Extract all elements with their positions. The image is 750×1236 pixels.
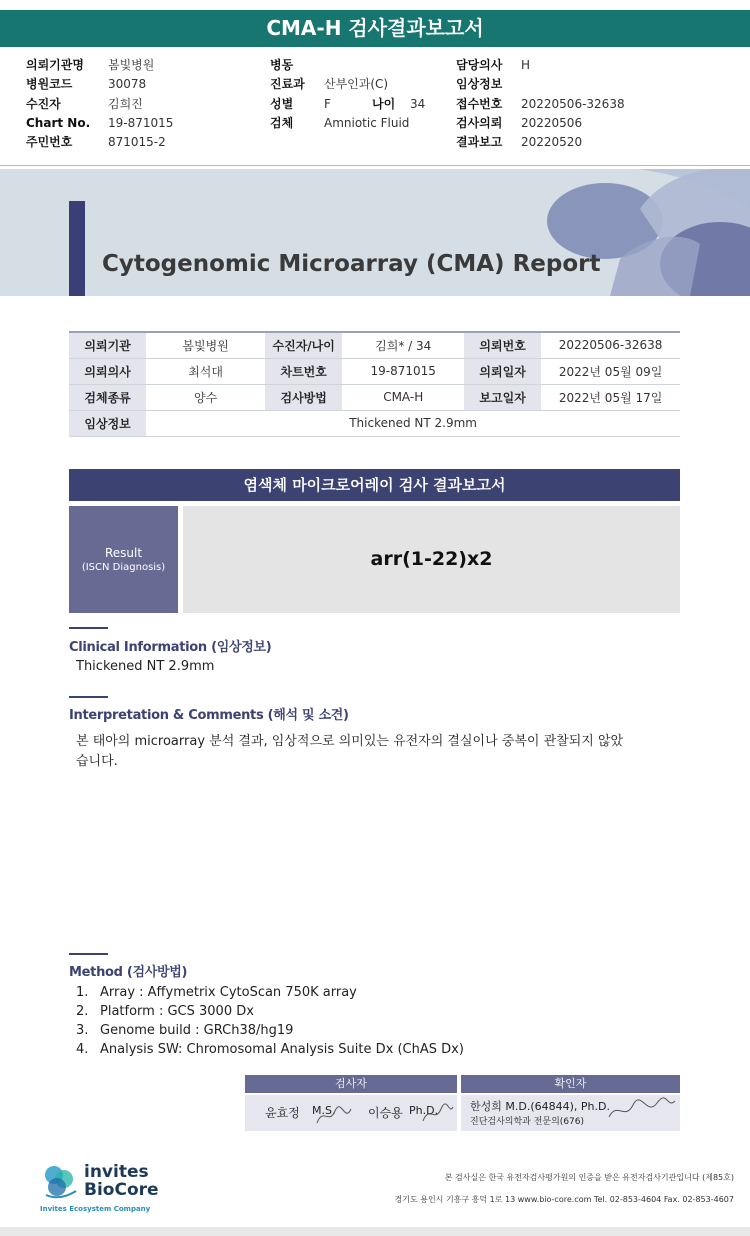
certification-text: 본 검사실은 한국 유전자검사평가원의 인증을 받은 유전자검사기관입니다 (제85호) xyxy=(444,1173,734,1182)
interpretation-text-line-2: 습니다. xyxy=(76,754,118,769)
handwritten-signature xyxy=(461,1095,680,1131)
list-text: Genome build : GRCh38/hg19 xyxy=(100,1023,294,1038)
tester-2-title: Ph.D. xyxy=(409,1104,439,1117)
header-label: 접수번호 xyxy=(456,96,503,111)
header-col-1 xyxy=(26,56,173,152)
table-cell: 2022년 05월 09일 xyxy=(541,358,680,384)
header-label: 진료과 xyxy=(270,77,305,92)
header-col-3 xyxy=(456,56,625,152)
header-value: 20220506-32638 xyxy=(521,96,625,111)
header-value: F xyxy=(324,96,331,111)
table-cell: 최석대 xyxy=(146,358,265,384)
header-col-2 xyxy=(270,56,425,133)
header-value: 30078 xyxy=(108,77,147,92)
confirmer-header: 확인자 xyxy=(461,1075,680,1093)
tester-2-name: 이승용 xyxy=(368,1106,403,1120)
table-header-cell: 수진자/나이 xyxy=(265,332,342,358)
banner-accent-bar xyxy=(69,201,85,296)
section-title-bar: 염색체 마이크로어레이 검사 결과보고서 xyxy=(69,469,680,501)
header-label: 결과보고 xyxy=(456,135,503,150)
header-value: 20220506 xyxy=(521,115,583,130)
section-rule xyxy=(69,627,108,629)
table-cell: 김희* / 34 xyxy=(342,332,464,358)
tester-header: 검사자 xyxy=(245,1075,457,1093)
header-label: 검체 xyxy=(270,115,294,130)
table-header-cell: 의뢰일자 xyxy=(464,358,541,384)
header-label: Chart No. xyxy=(26,115,91,130)
interpretation-title: Interpretation & Comments (해석 및 소견) xyxy=(69,708,349,723)
list-text: Platform : GCS 3000 Dx xyxy=(100,1004,254,1019)
list-item xyxy=(76,1002,464,1021)
address-text: 경기도 용인시 기흥구 흥덕 1로 13 www.bio-core.com Tel. 02-853-4604 Fax. 02-853-4607 xyxy=(394,1195,734,1204)
divider xyxy=(0,165,750,166)
result-sublabel: (ISCN Diagnosis) xyxy=(81,562,166,573)
list-text: Array : Affymetrix CytoScan 750K array xyxy=(100,985,357,1000)
list-item xyxy=(76,1040,464,1059)
tester-1-name: 윤효정 xyxy=(265,1106,300,1120)
logo-line-2: BioCore xyxy=(84,1180,159,1200)
table-cell: 봄빛병원 xyxy=(146,332,265,358)
header-value: 김희진 xyxy=(108,96,143,111)
table-row xyxy=(69,358,680,384)
clinical-info-text: Thickened NT 2.9mm xyxy=(76,659,215,674)
section-rule xyxy=(69,953,108,955)
list-item xyxy=(76,983,464,1002)
table-row xyxy=(69,410,680,436)
header-label: 수진자 xyxy=(26,96,61,111)
list-number: 2. xyxy=(76,1004,89,1019)
table-row xyxy=(69,332,680,358)
header-value: 산부인과(C) xyxy=(324,77,389,92)
logo-tagline: Invites Ecosystem Company xyxy=(40,1205,151,1213)
confirmer-dept: 진단검사의학과 전문의(676) xyxy=(470,1117,585,1127)
header-value: 34 xyxy=(410,96,426,111)
tester-1-title: M.S. xyxy=(312,1104,336,1117)
table-header-cell: 검체종류 xyxy=(69,384,146,410)
table-cell: Thickened NT 2.9mm xyxy=(146,410,680,436)
list-number: 1. xyxy=(76,985,89,1000)
logo-line-1: invites xyxy=(84,1162,149,1182)
section-rule xyxy=(69,696,108,698)
table-header-cell: 의뢰기관 xyxy=(69,332,146,358)
result-label-box xyxy=(69,506,178,613)
list-text: Analysis SW: Chromosomal Analysis Suite Dx (ChAS Dx) xyxy=(100,1042,464,1057)
header-label: 의뢰기관명 xyxy=(26,58,84,72)
header-label: 병원코드 xyxy=(26,77,73,92)
report-title: CMA-H 검사결과보고서 xyxy=(0,10,750,47)
table-header-cell: 의뢰의사 xyxy=(69,358,146,384)
header-label: 임상정보 xyxy=(456,77,503,92)
list-number: 3. xyxy=(76,1023,89,1038)
method-title: Method (검사방법) xyxy=(69,965,188,980)
header-label: 검사의뢰 xyxy=(456,115,503,130)
header-value: 20220520 xyxy=(521,135,583,150)
footer-band xyxy=(0,1227,750,1236)
report-banner xyxy=(0,169,750,296)
table-cell: 19-871015 xyxy=(342,358,464,384)
header-label: 나이 xyxy=(372,96,396,111)
header-value: Amniotic Fluid xyxy=(324,115,410,130)
table-cell: CMA-H xyxy=(342,384,464,410)
clinical-info-title: Clinical Information (임상정보) xyxy=(69,640,272,655)
result-label: Result xyxy=(104,546,143,560)
table-header-cell: 보고일자 xyxy=(464,384,541,410)
table-header-cell: 차트번호 xyxy=(265,358,342,384)
banner-title: Cytogenomic Microarray (CMA) Report xyxy=(102,251,601,277)
tester-signature-box xyxy=(245,1095,457,1131)
header-value: H xyxy=(521,58,531,72)
patient-info-table xyxy=(69,331,680,437)
table-header-cell: 의뢰번호 xyxy=(464,332,541,358)
table-cell: 양수 xyxy=(146,384,265,410)
table-header-cell: 검사방법 xyxy=(265,384,342,410)
result-value: arr(1-22)x2 xyxy=(183,506,680,613)
table-row xyxy=(69,384,680,410)
header-label: 담당의사 xyxy=(456,58,503,72)
table-header-cell: 임상정보 xyxy=(69,410,146,436)
table-cell: 20220506-32638 xyxy=(541,332,680,358)
header-label: 병동 xyxy=(270,58,294,72)
header-value: 871015-2 xyxy=(108,135,166,150)
confirmer-signature-box xyxy=(461,1095,680,1131)
method-list xyxy=(76,983,464,1059)
header-value: 19-871015 xyxy=(108,115,174,130)
handwritten-signatures xyxy=(245,1095,457,1131)
interpretation-text-line-1: 본 태아의 microarray 분석 결과, 임상적으로 의미있는 유전자의 결실이나 중복이 관찰되지 않았 xyxy=(76,734,624,749)
biocore-logo-icon xyxy=(40,1161,80,1201)
list-number: 4. xyxy=(76,1042,89,1057)
header-label: 주민번호 xyxy=(26,135,73,150)
header-value: 봄빛병원 xyxy=(108,58,155,72)
header-label: 성별 xyxy=(270,96,294,111)
confirmer-name: 한성희 M.D.(64844), Ph.D. xyxy=(470,1100,610,1113)
list-item xyxy=(76,1021,464,1040)
table-cell: 2022년 05월 17일 xyxy=(541,384,680,410)
